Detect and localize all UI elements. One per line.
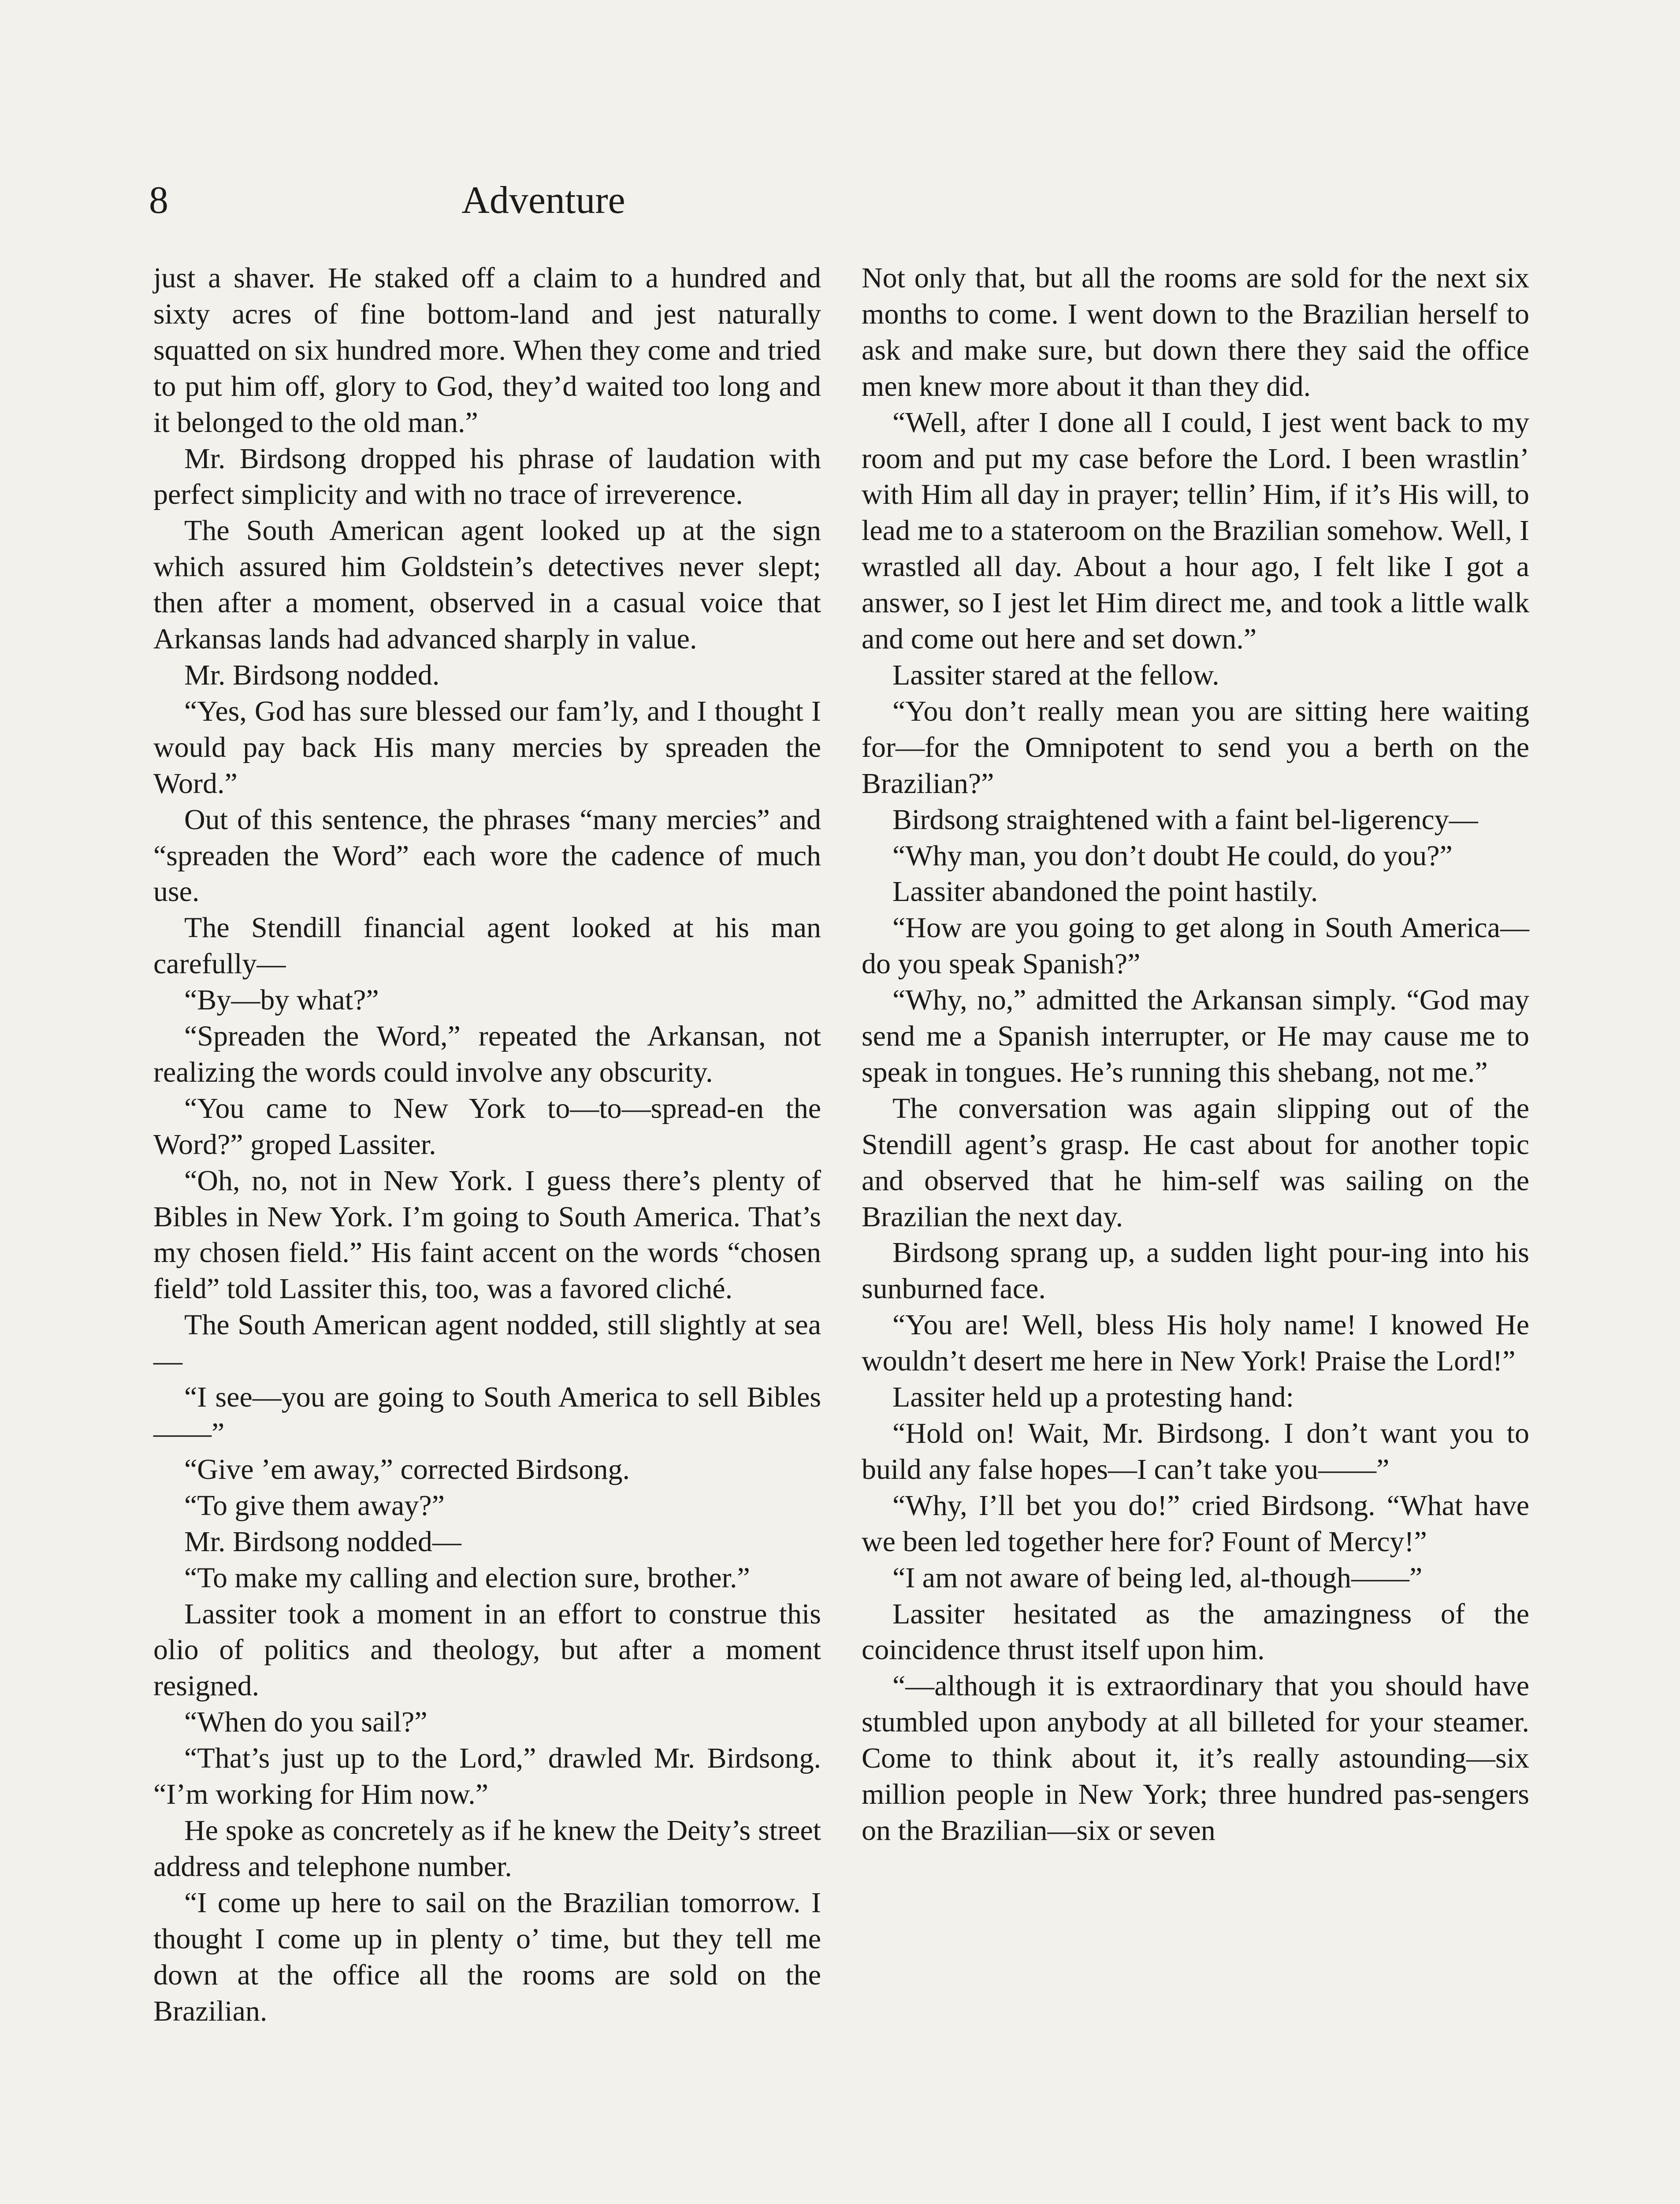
paragraph: “Oh, no, not in New York. I guess there’s plenty of Bibles in New York. I’m going to South America. That’s my chosen field.” His faint accent on the words “chosen field” told Lassiter this, too, was a favored cliché. [153,1164,821,1305]
paragraph: “You came to New York to—to—spread-en the Word?” groped Lassiter. [153,1092,821,1161]
paragraph: Lassiter hesitated as the amazingness of the coincidence thrust itself upon him. [862,1597,1529,1666]
paragraph: The conversation was again slipping out of the Stendill agent’s grasp. He cast about for another topic and observed that he him-self was sailing on the Brazilian the next day. [862,1092,1529,1233]
paragraph: “You are! Well, bless His holy name! I knowed He wouldn’t desert me here in New York! Praise the Lord!” [862,1309,1529,1378]
left-text-column [153,260,821,2029]
paragraph: Mr. Birdsong dropped his phrase of laudation with perfect simplicity and with no trace of irreverence. [153,442,821,511]
right-text-column [862,260,1529,1849]
paragraph: Mr. Birdsong nodded. [184,659,440,691]
paragraph: “I see—you are going to South America to sell Bibles——” [153,1381,821,1449]
running-head-title: Adventure [461,179,625,222]
page-number: 8 [149,179,168,222]
paragraph: Lassiter abandoned the point hastily. [892,875,1318,908]
paragraph: “I come up here to sail on the Brazilian tomorrow. I thought I come up in plenty o’ time, but they tell me down at the office all the rooms are sold on the Brazilian. [153,1886,821,2027]
paragraph: “How are you going to get along in South America—do you speak Spanish?” [862,912,1529,980]
paragraph: The Stendill financial agent looked at his man carefully— [153,912,821,980]
paragraph: Lassiter held up a protesting hand: [892,1381,1294,1414]
paragraph: “To make my calling and election sure, brother.” [184,1561,750,1594]
paragraph: “That’s just up to the Lord,” drawled Mr. Birdsong. “I’m working for Him now.” [153,1742,821,1811]
page-header [149,168,938,234]
paragraph: “Why man, you don’t doubt He could, do you?” [892,839,1453,872]
paragraph: just a shaver. He staked off a claim to a hundred and sixty acres of fine bottom-land and jest naturally squatted on six hundred more. When they come and tried to put him off, glory to God, they’d waited too long and it belonged to the old man.” [153,262,821,439]
paragraph: He spoke as concretely as if he knew the Deity’s street address and telephone number. [153,1814,821,1883]
paragraph: Birdsong straightened with a faint bel-ligerency— [892,803,1478,836]
paragraph: “You don’t really mean you are sitting here waiting for—for the Omnipotent to send you a berth on the Brazilian?” [862,695,1529,800]
paragraph: “To give them away?” [184,1489,445,1522]
paragraph: Out of this sentence, the phrases “many mercies” and “spreaden the Word” each wore the cadence of much use. [153,803,821,908]
paragraph: “Why, no,” admitted the Arkansan simply. “God may send me a Spanish interrupter, or He may cause me to speak in tongues. He’s running this shebang, not me.” [862,984,1529,1088]
paragraph: Mr. Birdsong nodded— [184,1525,461,1558]
paragraph: “Why, I’ll bet you do!” cried Birdsong. “What have we been led together here for? Fount of Mercy!” [862,1489,1529,1558]
paragraph: “Well, after I done all I could, I jest went back to my room and put my case before the Lord. I been wrastlin’ with Him all day in prayer; tellin’ Him, if it’s His will, to lead me to a stateroom on the Brazilian somehow. Well, I wrastled all day. About a hour ago, I felt like I got a answer, so I jest let Him direct me, and took a little walk and come out here and set down.” [862,406,1529,655]
paragraph: Lassiter took a moment in an effort to construe this olio of politics and theology, but after a moment resigned. [153,1597,821,1702]
paragraph: “Spreaden the Word,” repeated the Arkansan, not realizing the words could involve any obscurity. [153,1020,821,1088]
paragraph: Lassiter stared at the fellow. [892,659,1219,691]
paragraph: Not only that, but all the rooms are sold for the next six months to come. I went down to the Brazilian herself to ask and make sure, but down there they said the office men knew more about it than they did. [862,262,1529,402]
paragraph: Birdsong sprang up, a sudden light pour-ing into his sunburned face. [862,1236,1529,1305]
paragraph: “Yes, God has sure blessed our fam’ly, and I thought I would pay back His many mercies by spreaden the Word.” [153,695,821,800]
paragraph: “I am not aware of being led, al-though——” [892,1561,1423,1594]
paragraph: The South American agent nodded, still slightly at sea— [153,1309,821,1378]
paragraph: “—although it is extraordinary that you should have stumbled upon anybody at all billeted for your steamer. Come to think about it, it’s really astounding—six million people in New York; three hundred pas-sengers on the Brazilian—six or seven [862,1670,1529,1847]
paragraph: “Hold on! Wait, Mr. Birdsong. I don’t want you to build any false hopes—I can’t take you——” [862,1417,1529,1485]
paragraph: “When do you sail?” [184,1706,427,1739]
paragraph: “By—by what?” [184,984,379,1016]
paragraph: The South American agent looked up at the sign which assured him Goldstein’s detectives never slept; then after a moment, observed in a casual voice that Arkansas lands had advanced sharply in value. [153,514,821,655]
paragraph: “Give ’em away,” corrected Birdsong. [184,1453,630,1485]
